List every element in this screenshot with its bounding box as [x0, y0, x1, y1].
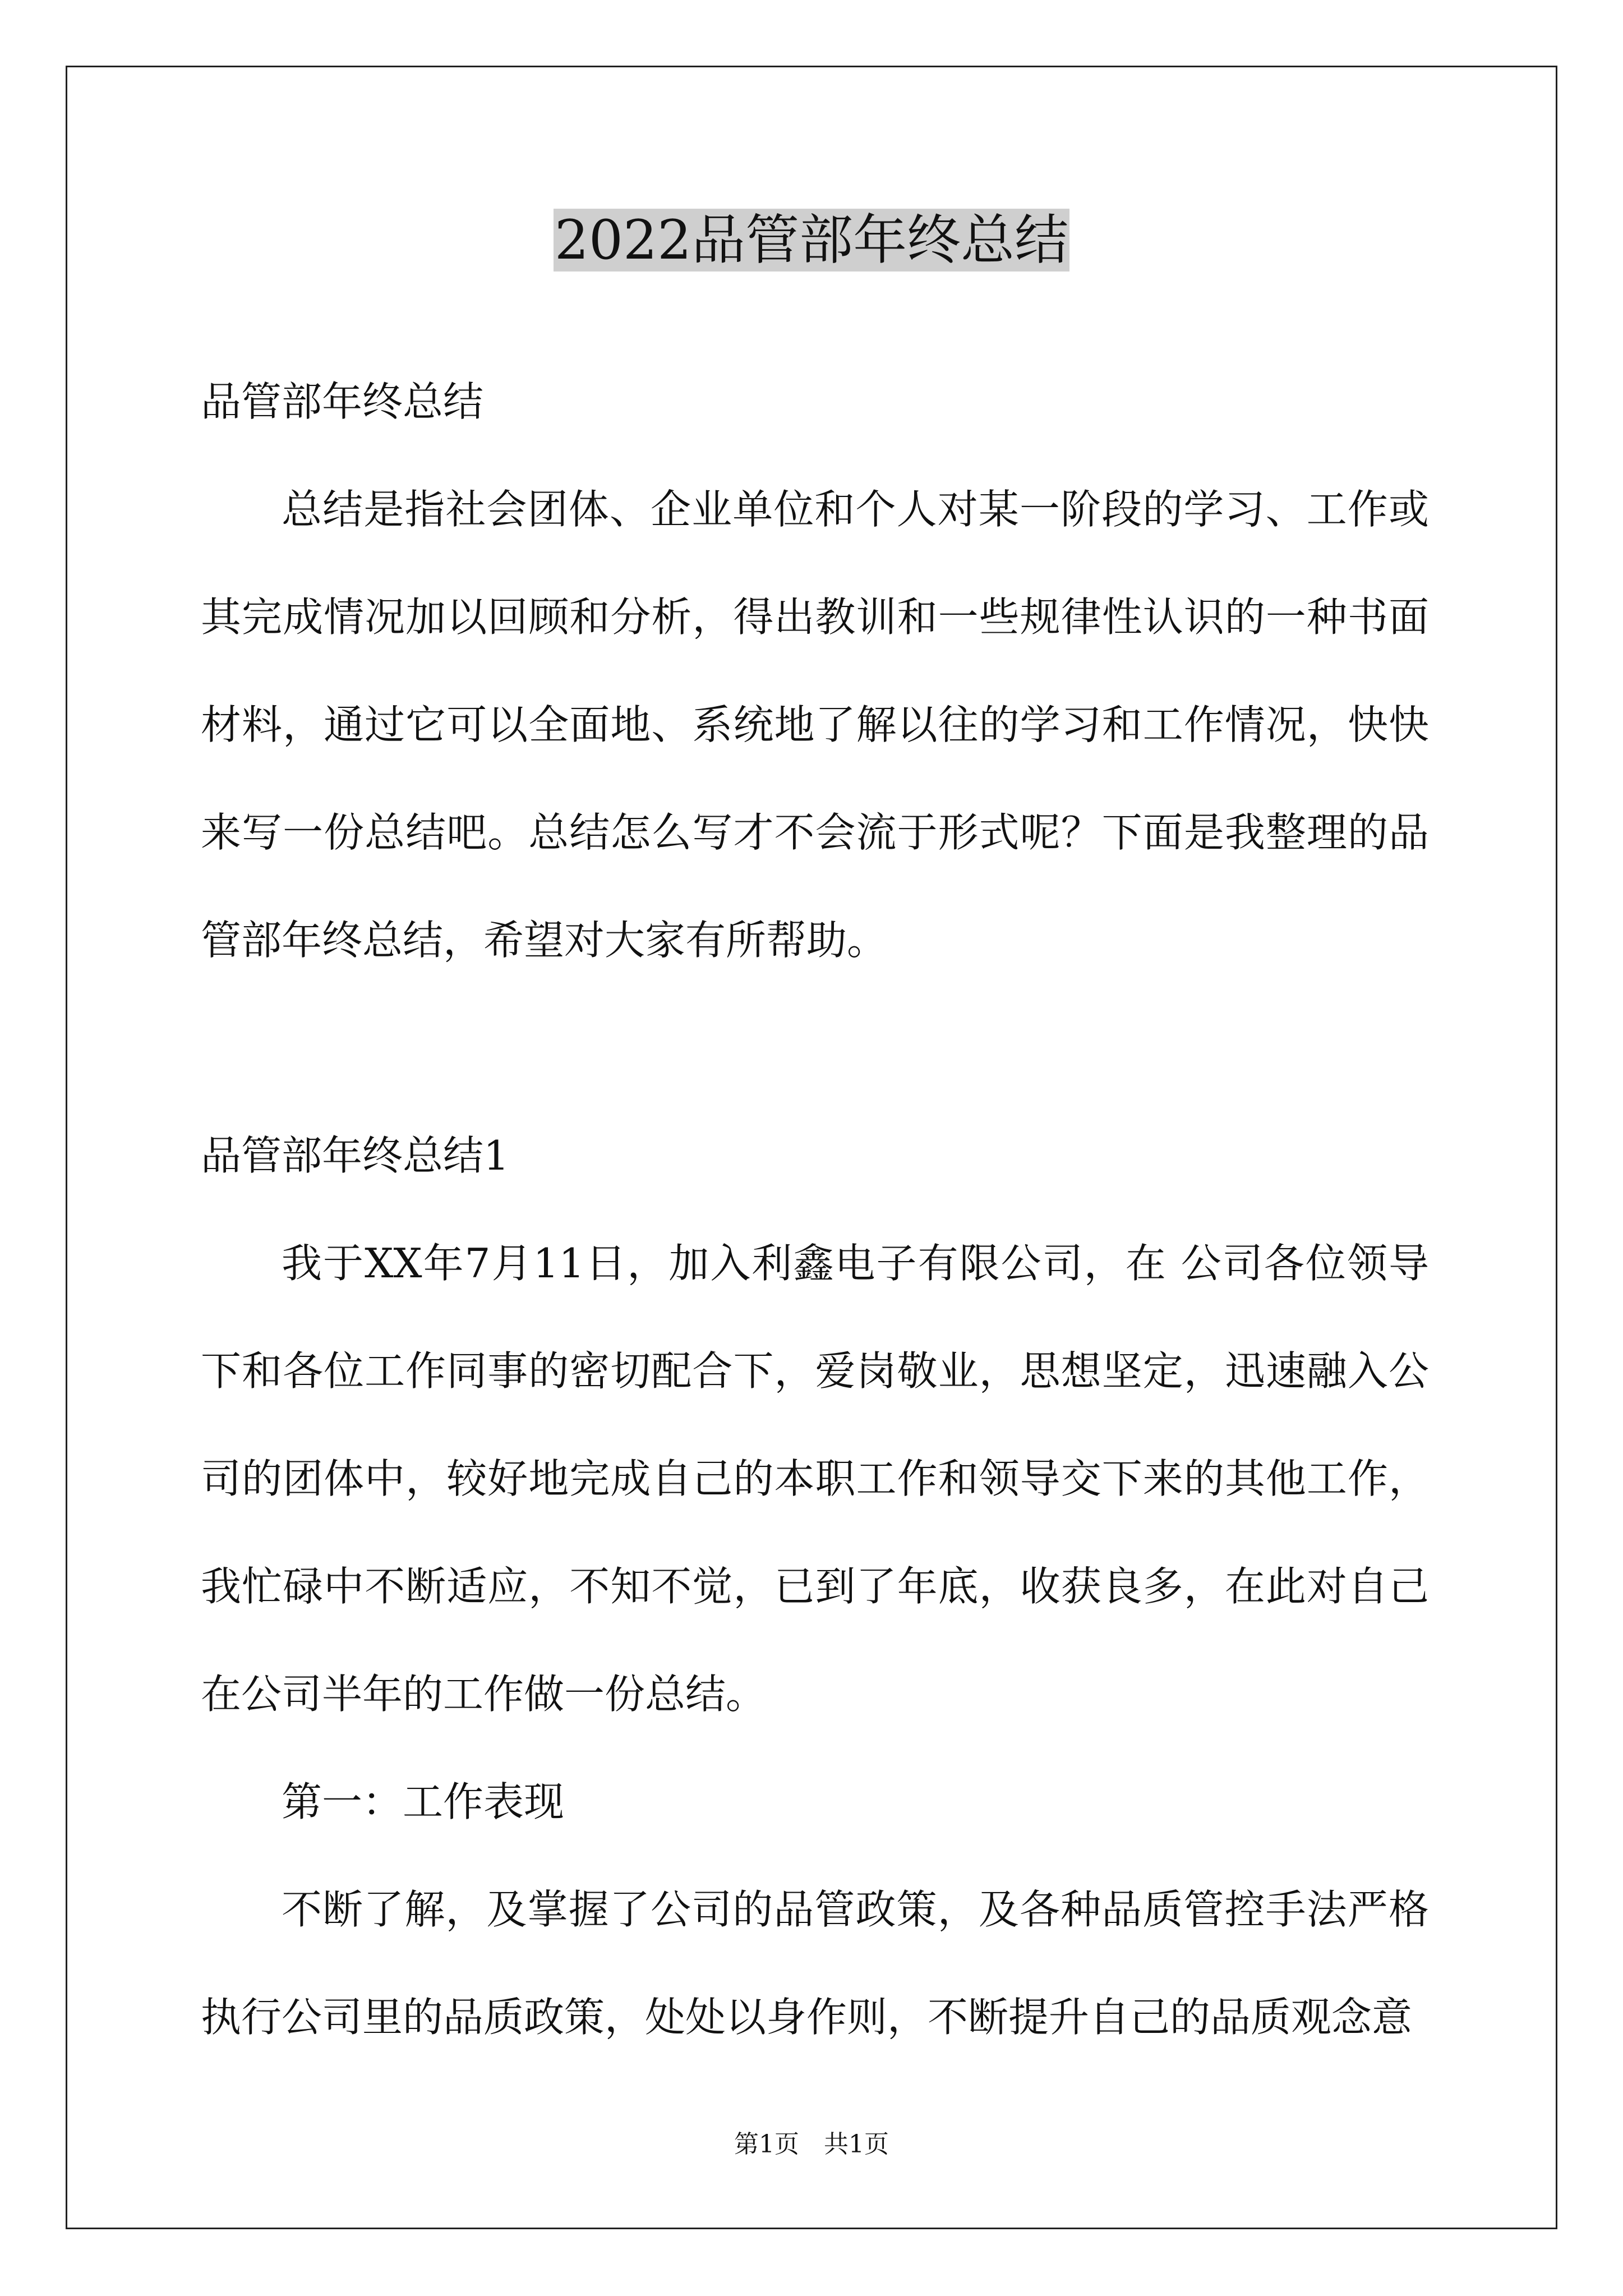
document-body — [201, 348, 1429, 2071]
subtitle: 品管部年终总结 — [201, 378, 484, 425]
document-title — [0, 206, 1623, 274]
section-heading: 品管部年终总结1 — [201, 1132, 509, 1179]
paragraph-gap — [201, 994, 1429, 1102]
section-paragraph: 我于XX年7月11日，加入利鑫电子有限公司，在 公司各位领导下和各位工作同事的密切配合下，爱岗敬业，思想坚定，迅速融入公司的团体中，较好地完成自己的本职工作和领导交下来的其他工作，我忙碌中不断适应，不知不觉，已到了年底，收获良多，在此对自己在公司半年的工作做一份总结。 — [201, 1240, 1429, 1718]
page-footer: 第1页 共1页 — [734, 2130, 889, 2159]
body-paragraph: 不断了解，及掌握了公司的品管政策，及各种品质管控手法严格执行公司里的品质政策，处处以身作则，不断提升自己的品质观念意 — [201, 1886, 1429, 2041]
document-title-text: 2022品管部年终总结 — [554, 209, 1069, 272]
subheading: 第一：工作表现 — [282, 1778, 565, 1825]
intro-paragraph: 总结是指社会团体、企业单位和个人对某一阶段的学习、工作或其完成情况加以回顾和分析，得出教训和一些规律性认识的一种书面材料，通过它可以全面地、系统地了解以往的学习和工作情况，快快来写一份总结吧。总结怎么写才不会流于形式呢？下面是我整理的品管部年终总结，希望对大家有所帮助。 — [201, 486, 1429, 964]
